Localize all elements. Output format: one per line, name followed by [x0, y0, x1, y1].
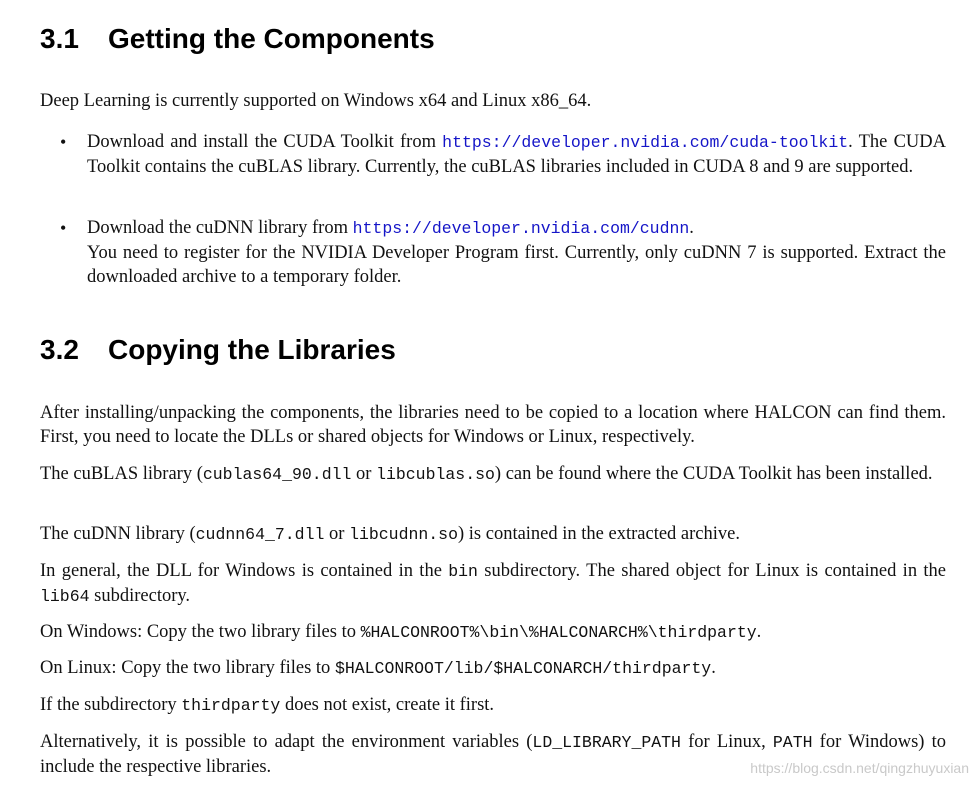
item-text: Download and install the CUDA Toolkit from [87, 132, 443, 152]
para-text: If the subdirectory [40, 695, 182, 715]
para-text: subdirectory. The shared object for Linux is contained in the [477, 561, 946, 581]
code-text: $HALCONROOT/lib/$HALCONARCH/thirdparty [334, 659, 712, 678]
para-text: In general, the DLL for Windows is contained in the [40, 561, 449, 581]
para-text: for Linux, [680, 732, 773, 752]
paragraph-linux-copy [40, 656, 946, 681]
code-text: thirdparty [181, 696, 281, 715]
code-text: libcublas.so [376, 465, 495, 484]
code-text: lib64 [40, 587, 90, 606]
para-text: for Windows) to include the respective libraries. [40, 732, 947, 777]
list-item-cudnn [87, 216, 946, 289]
list-item-cuda-toolkit [87, 130, 946, 179]
paragraph-windows-copy [40, 620, 946, 645]
paragraph-subdirectories [40, 559, 946, 609]
para-text: or [324, 524, 350, 544]
intro-paragraph: Deep Learning is currently supported on Windows x64 and Linux x86_64. [40, 91, 592, 111]
code-text: libcudnn.so [349, 525, 458, 544]
para-text: subdirectory. [89, 586, 191, 606]
code-text: bin [448, 562, 478, 581]
code-text: LD_LIBRARY_PATH [532, 733, 681, 752]
paragraph-locate: After installing/unpacking the components, the libraries need to be copied to a location where HALCON can find them. First, you need to locate the DLLs or shared objects for Windows or Linux, respectively. [40, 403, 946, 447]
watermark: https://blog.csdn.net/qingzhuyuxian [750, 760, 969, 776]
para-text: ) is contained in the extracted archive. [457, 524, 740, 544]
bullet-marker: • [60, 132, 67, 152]
para-text: or [351, 464, 377, 484]
para-text: Alternatively, it is possible to adapt the environment variables ( [40, 732, 533, 752]
item-text: Download the cuDNN library from [87, 218, 353, 238]
paragraph-thirdparty [40, 693, 946, 718]
cuda-toolkit-link[interactable]: https://developer.nvidia.com/cuda-toolkit [442, 133, 849, 152]
para-text: . [756, 622, 762, 642]
code-text: PATH [772, 733, 813, 752]
cudnn-link[interactable]: https://developer.nvidia.com/cudnn [352, 219, 690, 238]
para-text: The cuBLAS library ( [40, 464, 203, 484]
item-text: . The CUDA Toolkit contains the cuBLAS library. Currently, the cuBLAS libraries included in CUDA 8 and 9 are supported. [87, 132, 946, 177]
code-text: %HALCONROOT%\bin\%HALCONARCH%\thirdparty [360, 623, 757, 642]
item-text: . [689, 218, 694, 238]
para-text: On Linux: Copy the two library files to [40, 658, 335, 678]
para-text: The cuDNN library ( [40, 524, 196, 544]
section-heading-3-2 [40, 333, 396, 367]
paragraph-cudnn [40, 522, 946, 547]
bullet-marker: • [60, 218, 67, 238]
section-number: 3.2 [40, 334, 79, 365]
item-text: You need to register for the NVIDIA Developer Program first. Currently, only cuDNN 7 is supported. Extract the downloaded archive to a temporary folder. [87, 243, 946, 287]
para-text: ) can be found where the CUDA Toolkit has been installed. [494, 464, 933, 484]
para-text: . [711, 658, 716, 678]
paragraph-cublas [40, 462, 946, 487]
section-title: Getting the Components [108, 23, 435, 54]
code-text: cudnn64_7.dll [195, 525, 325, 544]
section-title: Copying the Libraries [108, 334, 396, 365]
para-text: On Windows: Copy the two library files to [40, 622, 361, 642]
para-text: does not exist, create it first. [280, 695, 495, 715]
code-text: cublas64_90.dll [202, 465, 352, 484]
section-heading-3-1 [40, 22, 435, 56]
section-number: 3.1 [40, 23, 79, 54]
